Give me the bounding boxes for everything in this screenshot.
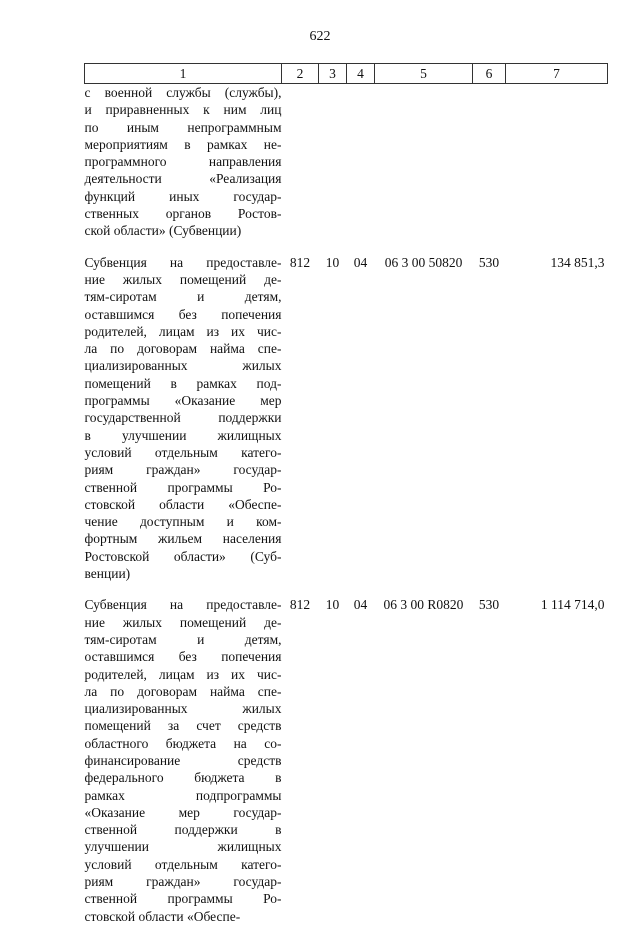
description-line: условий отдельным катего- — [84, 444, 282, 460]
cell-target-article: 06 3 00 R0820 — [383, 597, 464, 613]
description-line: фортным жильем населения — [84, 531, 282, 547]
description-line: государственной поддержки — [84, 410, 282, 426]
row-description — [85, 240, 282, 583]
description-line: ние жилых помещений де- — [84, 614, 282, 630]
cell-ministry — [282, 84, 319, 240]
description-line: тям-сиротам и детям, — [84, 631, 282, 647]
cell-expense-type: 530 — [478, 254, 500, 270]
cell-subsection — [347, 84, 375, 240]
cell-amount — [506, 84, 608, 240]
cell-target-article: 06 3 00 50820 — [384, 254, 463, 270]
cell-section: 10 — [325, 597, 340, 613]
table-header-row — [85, 64, 608, 84]
header-col-1: 1 — [85, 64, 282, 84]
cell-target-article — [375, 84, 473, 240]
cell-ministry: 812 — [289, 254, 311, 270]
description-line: рамках подпрограммы — [84, 787, 282, 803]
description-line: с военной службы (службы), — [84, 85, 282, 100]
cell-subsection: 04 — [353, 254, 368, 270]
description-line: программы «Оказание мер — [84, 393, 282, 409]
description-line: чение доступным и ком- — [84, 514, 282, 530]
row-description — [85, 582, 282, 925]
description-line: ла по договорам найма спе- — [84, 683, 282, 699]
description-line: по иным непрограммным — [84, 119, 282, 135]
header-col-2: 2 — [282, 64, 319, 84]
description-line: ственных органов Ростов- — [84, 206, 282, 222]
description-line: ние жилых помещений де- — [84, 271, 282, 287]
description-line: ской области» (Субвенции) — [84, 223, 242, 239]
description-line: риям граждан» государ- — [84, 462, 282, 478]
description-line: «Оказание мер государ- — [84, 804, 282, 820]
row-description — [85, 84, 282, 240]
description-line: помещений в рамках под- — [84, 375, 282, 391]
cell-ministry: 812 — [289, 597, 311, 613]
description-line: ла по договорам найма спе- — [84, 341, 282, 357]
header-col-6: 6 — [473, 64, 506, 84]
budget-table — [84, 63, 608, 925]
description-line: ственной программы Ро- — [84, 891, 282, 907]
cell-amount: 134 851,3 — [550, 254, 605, 270]
description-line: деятельности «Реализация — [84, 171, 282, 187]
description-line: стовской области «Обеспе- — [84, 908, 241, 924]
cell-amount: 1 114 714,0 — [540, 597, 605, 613]
description-line: мероприятиям в рамках не- — [84, 136, 282, 152]
description-line: Субвенция на предоставле- — [84, 254, 282, 270]
description-line: Ростовской области» (Суб- — [84, 548, 282, 564]
cell-expense-type: 530 — [478, 597, 500, 613]
cell-section: 10 — [325, 254, 340, 270]
description-line: областного бюджета на со- — [84, 735, 282, 751]
description-line: стовской области «Обеспе- — [84, 496, 282, 512]
header-col-5: 5 — [375, 64, 473, 84]
table-row — [85, 582, 608, 925]
table-row — [85, 84, 608, 240]
description-line: циализированных жилых — [84, 358, 282, 374]
description-line: финансирование средств — [84, 752, 282, 768]
description-line: ственной поддержки в — [84, 822, 282, 838]
description-line: ственной программы Ро- — [84, 479, 282, 495]
table-row — [85, 240, 608, 583]
description-line: оставшимся без попечения — [84, 649, 282, 665]
description-line: программного направления — [84, 154, 282, 170]
description-line: функций иных государ- — [84, 188, 282, 204]
page-number: 622 — [309, 29, 331, 44]
description-line: и приравненных к ним лиц — [84, 102, 282, 118]
cell-subsection: 04 — [353, 597, 368, 613]
description-line: венции) — [84, 566, 131, 582]
cell-section — [319, 84, 347, 240]
header-col-7: 7 — [506, 64, 608, 84]
description-line: Субвенция на предоставле- — [84, 597, 282, 613]
description-line: родителей, лицам из их чис- — [84, 323, 282, 339]
description-line: федерального бюджета в — [84, 770, 282, 786]
description-line: родителей, лицам из их чис- — [84, 666, 282, 682]
header-col-3: 3 — [319, 64, 347, 84]
description-line: условий отдельным катего- — [84, 856, 282, 872]
description-line: тям-сиротам и детям, — [84, 289, 282, 305]
header-col-4: 4 — [347, 64, 375, 84]
cell-expense-type — [473, 84, 506, 240]
description-line: оставшимся без попечения — [84, 306, 282, 322]
description-line: в улучшении жилищных — [84, 427, 282, 443]
description-line: улучшении жилищных — [84, 839, 282, 855]
description-line: помещений за счет средств — [84, 718, 282, 734]
description-line: риям граждан» государ- — [84, 874, 282, 890]
description-line: циализированных жилых — [84, 701, 282, 717]
